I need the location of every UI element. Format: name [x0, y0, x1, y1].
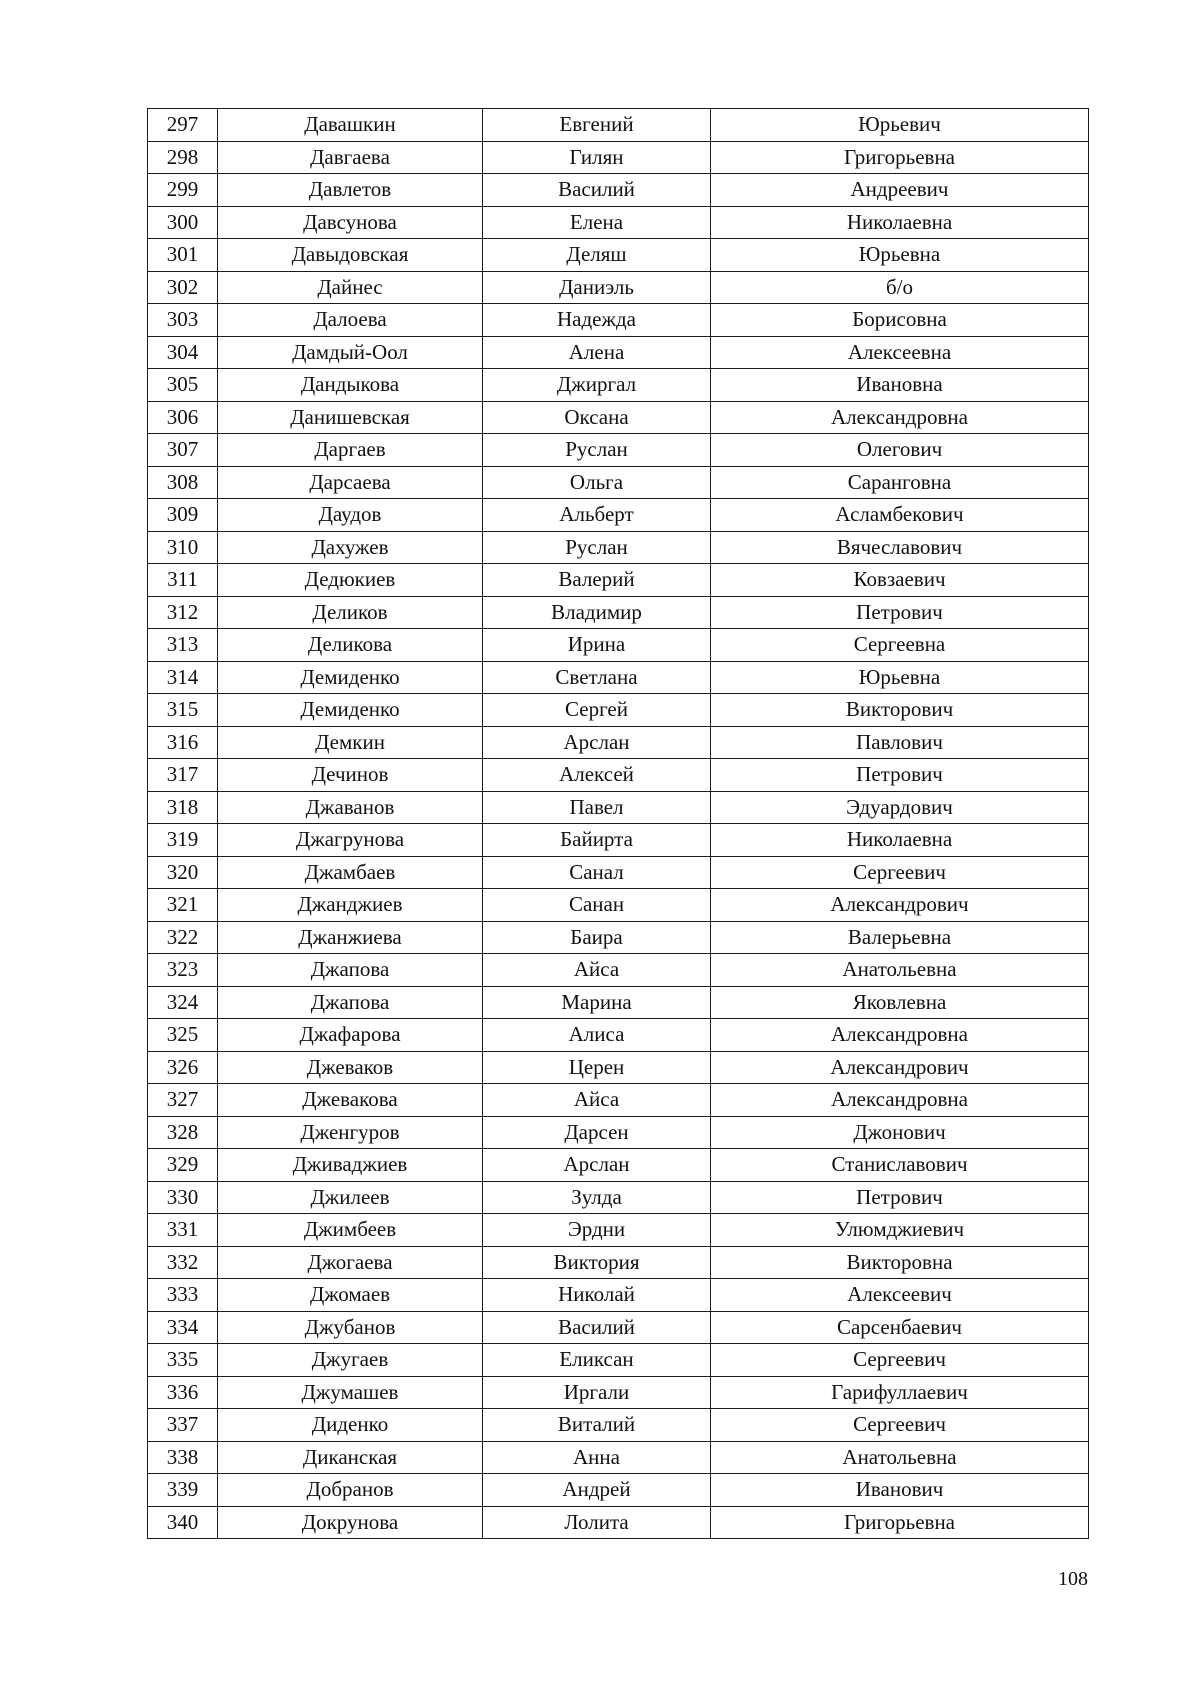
table-row	[148, 986, 1089, 1019]
first-name-cell: Руслан	[483, 531, 711, 564]
first-name-cell: Надежда	[483, 304, 711, 337]
table-row	[148, 109, 1089, 142]
patronymic-cell: Станиславович	[711, 1149, 1089, 1182]
last-name-cell: Диканская	[218, 1441, 483, 1474]
patronymic-cell: Алексеевич	[711, 1279, 1089, 1312]
first-name-cell: Николай	[483, 1279, 711, 1312]
patronymic-cell: Асламбекович	[711, 499, 1089, 532]
last-name-cell: Джогаева	[218, 1246, 483, 1279]
last-name-cell: Давашкин	[218, 109, 483, 142]
last-name-cell: Данишевская	[218, 401, 483, 434]
last-name-cell: Дарсаева	[218, 466, 483, 499]
last-name-cell: Джугаев	[218, 1344, 483, 1377]
first-name-cell: Елена	[483, 206, 711, 239]
table-row	[148, 1376, 1089, 1409]
row-number-cell: 309	[148, 499, 218, 532]
first-name-cell: Светлана	[483, 661, 711, 694]
last-name-cell: Демиденко	[218, 661, 483, 694]
first-name-cell: Алексей	[483, 759, 711, 792]
first-name-cell: Баира	[483, 921, 711, 954]
row-number-cell: 303	[148, 304, 218, 337]
last-name-cell: Дамдый-Оол	[218, 336, 483, 369]
first-name-cell: Валерий	[483, 564, 711, 597]
patronymic-cell: Ковзаевич	[711, 564, 1089, 597]
row-number-cell: 307	[148, 434, 218, 467]
first-name-cell: Зулда	[483, 1181, 711, 1214]
last-name-cell: Демиденко	[218, 694, 483, 727]
table-row	[148, 531, 1089, 564]
first-name-cell: Альберт	[483, 499, 711, 532]
table-row	[148, 596, 1089, 629]
patronymic-cell: Викторовна	[711, 1246, 1089, 1279]
row-number-cell: 297	[148, 109, 218, 142]
first-name-cell: Еликсан	[483, 1344, 711, 1377]
last-name-cell: Дживаджиев	[218, 1149, 483, 1182]
row-number-cell: 329	[148, 1149, 218, 1182]
patronymic-cell: б/о	[711, 271, 1089, 304]
patronymic-cell: Павлович	[711, 726, 1089, 759]
last-name-cell: Давсунова	[218, 206, 483, 239]
table-row	[148, 401, 1089, 434]
first-name-cell: Оксана	[483, 401, 711, 434]
table-row	[148, 206, 1089, 239]
row-number-cell: 300	[148, 206, 218, 239]
table-row	[148, 1279, 1089, 1312]
patronymic-cell: Вячеславович	[711, 531, 1089, 564]
patronymic-cell: Петрович	[711, 759, 1089, 792]
patronymic-cell: Григорьевна	[711, 1506, 1089, 1539]
last-name-cell: Дженгуров	[218, 1116, 483, 1149]
table-row	[148, 1344, 1089, 1377]
last-name-cell: Джевакова	[218, 1084, 483, 1117]
patronymic-cell: Викторович	[711, 694, 1089, 727]
table-row	[148, 694, 1089, 727]
first-name-cell: Санан	[483, 889, 711, 922]
patronymic-cell: Юрьевна	[711, 239, 1089, 272]
patronymic-cell: Андреевич	[711, 174, 1089, 207]
row-number-cell: 306	[148, 401, 218, 434]
last-name-cell: Джеваков	[218, 1051, 483, 1084]
patronymic-cell: Александрович	[711, 889, 1089, 922]
row-number-cell: 333	[148, 1279, 218, 1312]
last-name-cell: Джафарова	[218, 1019, 483, 1052]
row-number-cell: 313	[148, 629, 218, 662]
row-number-cell: 322	[148, 921, 218, 954]
first-name-cell: Алена	[483, 336, 711, 369]
first-name-cell: Руслан	[483, 434, 711, 467]
patronymic-cell: Григорьевна	[711, 141, 1089, 174]
first-name-cell: Церен	[483, 1051, 711, 1084]
table-row	[148, 1116, 1089, 1149]
row-number-cell: 327	[148, 1084, 218, 1117]
last-name-cell: Джомаев	[218, 1279, 483, 1312]
table-row	[148, 141, 1089, 174]
first-name-cell: Василий	[483, 1311, 711, 1344]
table-row	[148, 1181, 1089, 1214]
table-row	[148, 856, 1089, 889]
row-number-cell: 331	[148, 1214, 218, 1247]
row-number-cell: 330	[148, 1181, 218, 1214]
last-name-cell: Деликов	[218, 596, 483, 629]
last-name-cell: Джимбеев	[218, 1214, 483, 1247]
table-row	[148, 661, 1089, 694]
last-name-cell: Дечинов	[218, 759, 483, 792]
patronymic-cell: Саранговна	[711, 466, 1089, 499]
patronymic-cell: Николаевна	[711, 824, 1089, 857]
patronymic-cell: Сергеевич	[711, 1409, 1089, 1442]
last-name-cell: Джилеев	[218, 1181, 483, 1214]
patronymic-cell: Гарифуллаевич	[711, 1376, 1089, 1409]
row-number-cell: 328	[148, 1116, 218, 1149]
table-row	[148, 271, 1089, 304]
table-row	[148, 1409, 1089, 1442]
first-name-cell: Джиргал	[483, 369, 711, 402]
patronymic-cell: Сергеевич	[711, 1344, 1089, 1377]
patronymic-cell: Улюмджиевич	[711, 1214, 1089, 1247]
table-row	[148, 1084, 1089, 1117]
last-name-cell: Джапова	[218, 986, 483, 1019]
last-name-cell: Демкин	[218, 726, 483, 759]
last-name-cell: Джанджиев	[218, 889, 483, 922]
last-name-cell: Дахужев	[218, 531, 483, 564]
row-number-cell: 308	[148, 466, 218, 499]
table-row	[148, 239, 1089, 272]
first-name-cell: Сергей	[483, 694, 711, 727]
patronymic-cell: Яковлевна	[711, 986, 1089, 1019]
patronymic-cell: Борисовна	[711, 304, 1089, 337]
row-number-cell: 334	[148, 1311, 218, 1344]
patronymic-cell: Александрович	[711, 1051, 1089, 1084]
row-number-cell: 336	[148, 1376, 218, 1409]
first-name-cell: Арслан	[483, 1149, 711, 1182]
row-number-cell: 319	[148, 824, 218, 857]
row-number-cell: 318	[148, 791, 218, 824]
table-row	[148, 1246, 1089, 1279]
table-row	[148, 1441, 1089, 1474]
last-name-cell: Дедюкиев	[218, 564, 483, 597]
patronymic-cell: Эдуардович	[711, 791, 1089, 824]
last-name-cell: Даудов	[218, 499, 483, 532]
first-name-cell: Иргали	[483, 1376, 711, 1409]
first-name-cell: Лолита	[483, 1506, 711, 1539]
names-table-body	[148, 109, 1089, 1539]
table-row	[148, 434, 1089, 467]
row-number-cell: 338	[148, 1441, 218, 1474]
first-name-cell: Дарсен	[483, 1116, 711, 1149]
table-row	[148, 726, 1089, 759]
row-number-cell: 314	[148, 661, 218, 694]
patronymic-cell: Юрьевич	[711, 109, 1089, 142]
last-name-cell: Давыдовская	[218, 239, 483, 272]
row-number-cell: 312	[148, 596, 218, 629]
last-name-cell: Давгаева	[218, 141, 483, 174]
row-number-cell: 323	[148, 954, 218, 987]
first-name-cell: Арслан	[483, 726, 711, 759]
first-name-cell: Андрей	[483, 1474, 711, 1507]
first-name-cell: Виталий	[483, 1409, 711, 1442]
row-number-cell: 302	[148, 271, 218, 304]
first-name-cell: Евгений	[483, 109, 711, 142]
last-name-cell: Деликова	[218, 629, 483, 662]
patronymic-cell: Николаевна	[711, 206, 1089, 239]
patronymic-cell: Иванович	[711, 1474, 1089, 1507]
table-row	[148, 759, 1089, 792]
row-number-cell: 315	[148, 694, 218, 727]
table-row	[148, 564, 1089, 597]
row-number-cell: 298	[148, 141, 218, 174]
first-name-cell: Василий	[483, 174, 711, 207]
row-number-cell: 317	[148, 759, 218, 792]
row-number-cell: 335	[148, 1344, 218, 1377]
first-name-cell: Гилян	[483, 141, 711, 174]
last-name-cell: Дандыкова	[218, 369, 483, 402]
last-name-cell: Джаванов	[218, 791, 483, 824]
row-number-cell: 337	[148, 1409, 218, 1442]
last-name-cell: Джанжиева	[218, 921, 483, 954]
first-name-cell: Павел	[483, 791, 711, 824]
patronymic-cell: Олегович	[711, 434, 1089, 467]
table-row	[148, 824, 1089, 857]
last-name-cell: Джамбаев	[218, 856, 483, 889]
row-number-cell: 310	[148, 531, 218, 564]
first-name-cell: Санал	[483, 856, 711, 889]
table-row	[148, 1311, 1089, 1344]
row-number-cell: 326	[148, 1051, 218, 1084]
row-number-cell: 301	[148, 239, 218, 272]
patronymic-cell: Александровна	[711, 401, 1089, 434]
table-row	[148, 499, 1089, 532]
row-number-cell: 340	[148, 1506, 218, 1539]
row-number-cell: 305	[148, 369, 218, 402]
table-row	[148, 954, 1089, 987]
first-name-cell: Байирта	[483, 824, 711, 857]
page-number: 108	[1058, 1568, 1088, 1590]
row-number-cell: 321	[148, 889, 218, 922]
row-number-cell: 332	[148, 1246, 218, 1279]
last-name-cell: Далоева	[218, 304, 483, 337]
first-name-cell: Виктория	[483, 1246, 711, 1279]
row-number-cell: 316	[148, 726, 218, 759]
last-name-cell: Добранов	[218, 1474, 483, 1507]
names-table	[147, 108, 1089, 1539]
last-name-cell: Даргаев	[218, 434, 483, 467]
table-row	[148, 791, 1089, 824]
last-name-cell: Диденко	[218, 1409, 483, 1442]
first-name-cell: Ольга	[483, 466, 711, 499]
row-number-cell: 304	[148, 336, 218, 369]
table-row	[148, 336, 1089, 369]
first-name-cell: Айса	[483, 1084, 711, 1117]
patronymic-cell: Ивановна	[711, 369, 1089, 402]
table-row	[148, 304, 1089, 337]
table-row	[148, 369, 1089, 402]
last-name-cell: Дайнес	[218, 271, 483, 304]
table-row	[148, 1506, 1089, 1539]
first-name-cell: Марина	[483, 986, 711, 1019]
patronymic-cell: Валерьевна	[711, 921, 1089, 954]
row-number-cell: 324	[148, 986, 218, 1019]
first-name-cell: Владимир	[483, 596, 711, 629]
table-row	[148, 1019, 1089, 1052]
patronymic-cell: Петрович	[711, 1181, 1089, 1214]
row-number-cell: 311	[148, 564, 218, 597]
patronymic-cell: Сергеевич	[711, 856, 1089, 889]
row-number-cell: 320	[148, 856, 218, 889]
table-row	[148, 1051, 1089, 1084]
last-name-cell: Джубанов	[218, 1311, 483, 1344]
patronymic-cell: Сарсенбаевич	[711, 1311, 1089, 1344]
patronymic-cell: Алексеевна	[711, 336, 1089, 369]
last-name-cell: Джапова	[218, 954, 483, 987]
patronymic-cell: Анатольевна	[711, 1441, 1089, 1474]
patronymic-cell: Петрович	[711, 596, 1089, 629]
first-name-cell: Даниэль	[483, 271, 711, 304]
table-row	[148, 1214, 1089, 1247]
last-name-cell: Джумашев	[218, 1376, 483, 1409]
patronymic-cell: Джонович	[711, 1116, 1089, 1149]
table-row	[148, 1149, 1089, 1182]
first-name-cell: Анна	[483, 1441, 711, 1474]
patronymic-cell: Сергеевна	[711, 629, 1089, 662]
row-number-cell: 339	[148, 1474, 218, 1507]
patronymic-cell: Александровна	[711, 1084, 1089, 1117]
table-row	[148, 629, 1089, 662]
table-row	[148, 174, 1089, 207]
last-name-cell: Джагрунова	[218, 824, 483, 857]
table-row	[148, 1474, 1089, 1507]
first-name-cell: Алиса	[483, 1019, 711, 1052]
row-number-cell: 299	[148, 174, 218, 207]
table-row	[148, 921, 1089, 954]
first-name-cell: Эрдни	[483, 1214, 711, 1247]
first-name-cell: Айса	[483, 954, 711, 987]
table-row	[148, 466, 1089, 499]
last-name-cell: Давлетов	[218, 174, 483, 207]
first-name-cell: Ирина	[483, 629, 711, 662]
patronymic-cell: Юрьевна	[711, 661, 1089, 694]
table-row	[148, 889, 1089, 922]
first-name-cell: Деляш	[483, 239, 711, 272]
row-number-cell: 325	[148, 1019, 218, 1052]
last-name-cell: Докрунова	[218, 1506, 483, 1539]
patronymic-cell: Анатольевна	[711, 954, 1089, 987]
patronymic-cell: Александровна	[711, 1019, 1089, 1052]
